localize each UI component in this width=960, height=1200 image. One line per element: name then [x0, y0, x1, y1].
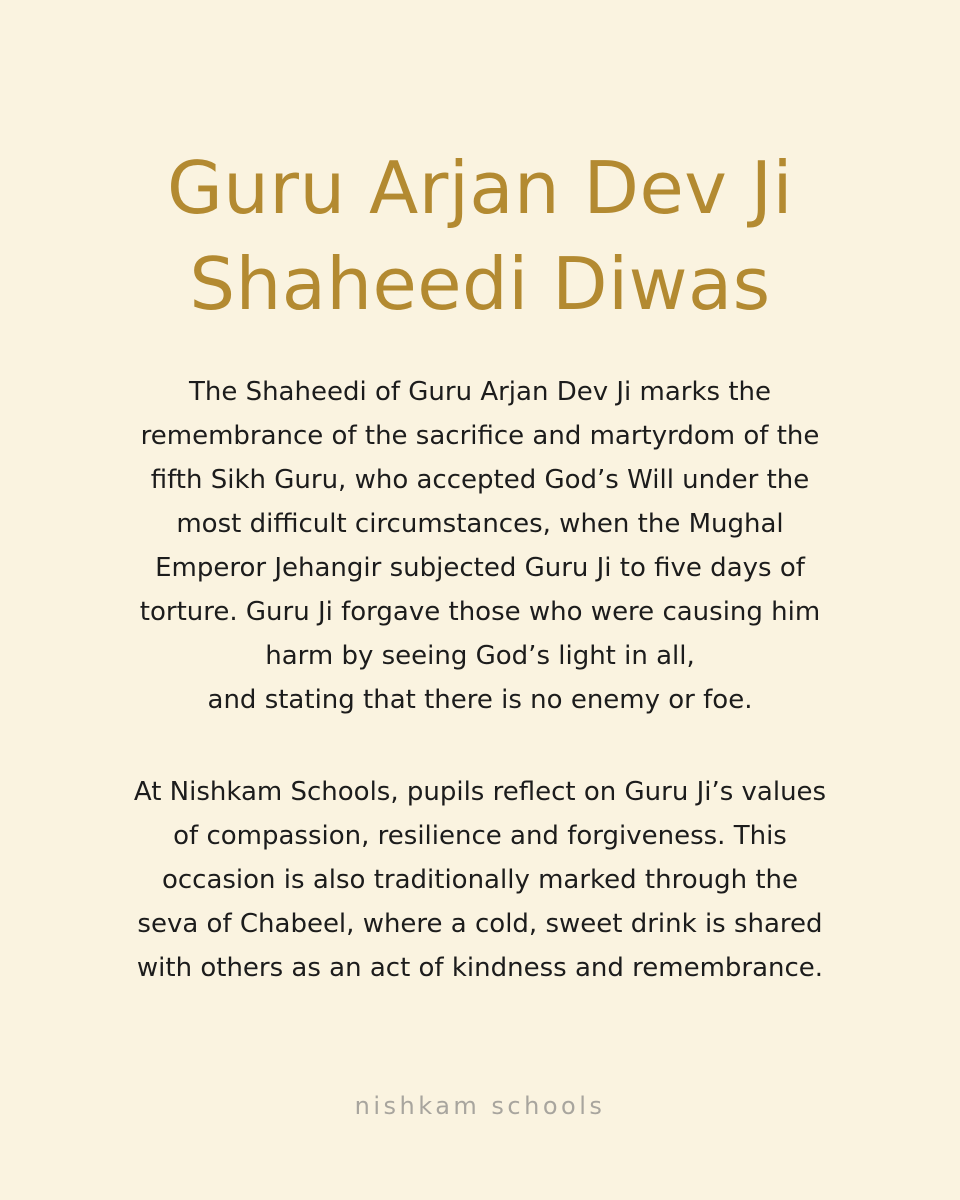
- paragraph-line: of compassion, resilience and forgiveness. This: [173, 821, 787, 851]
- paragraph-shaheedi: [90, 370, 870, 722]
- paragraph-line: torture. Guru Ji forgave those who were causing him: [139, 597, 821, 627]
- paragraph-nishkam: [90, 770, 870, 990]
- paragraph-line: harm by seeing God’s light in all,: [265, 641, 695, 671]
- page-title: [0, 140, 960, 332]
- paragraph-line: most difficult circumstances, when the Mughal: [176, 509, 784, 539]
- paragraph-line: and stating that there is no enemy or foe.: [207, 685, 753, 715]
- title-line-2: Shaheedi Diwas: [189, 242, 771, 326]
- footer-brand: nishkam schools: [354, 1092, 606, 1120]
- paragraph-line: fifth Sikh Guru, who accepted God’s Will under the: [150, 465, 810, 495]
- paragraph-line: Emperor Jehangir subjected Guru Ji to five days of: [155, 553, 805, 583]
- paragraph-line: remembrance of the sacrifice and martyrdom of the: [140, 421, 820, 451]
- paragraph-line: occasion is also traditionally marked through the: [161, 865, 799, 895]
- paragraph-line: seva of Chabeel, where a cold, sweet drink is shared: [137, 909, 823, 939]
- title-line-1: Guru Arjan Dev Ji: [166, 146, 794, 230]
- paragraph-line: The Shaheedi of Guru Arjan Dev Ji marks the: [188, 377, 772, 407]
- paragraph-line: with others as an act of kindness and remembrance.: [136, 953, 824, 983]
- paragraph-line: At Nishkam Schools, pupils reflect on Guru Ji’s values: [133, 777, 827, 807]
